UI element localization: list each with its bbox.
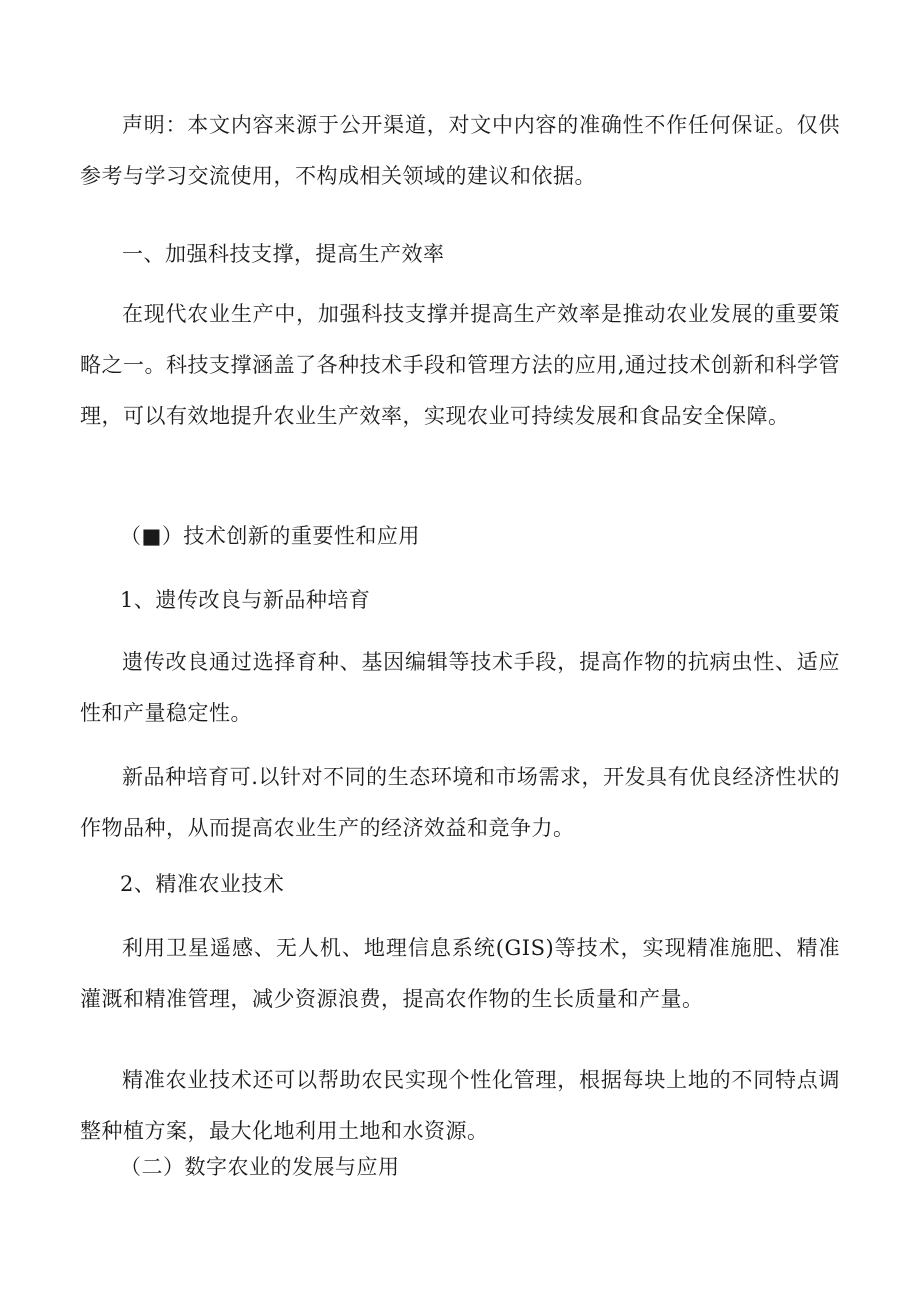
item-1-paragraph-2: 新品种培育可.以针对不同的生态环境和市场需求，开发具有优良经济性状的作物品种，从而提高农业生产的经济效益和竞争力。 <box>80 765 840 840</box>
disclaimer-paragraph: 声明：本文内容来源于公开渠道，对文中内容的准确性不作任何保证。仅供参考与学习交流使用，不构成相关领域的建议和依据。 <box>80 113 840 188</box>
item-1-paragraph-1: 遗传改良通过选择育种、基因编辑等技术手段，提高作物的抗病虫性、适应性和产量稳定性。 <box>80 650 840 725</box>
subsection-1-heading: （■）技术创新的重要性和应用 <box>120 524 420 548</box>
section-1-intro-paragraph: 在现代农业生产中，加强科技支撑并提高生产效率是推动农业发展的重要策略之一。科技支撑涵盖了各种技术手段和管理方法的应用,通过技术创新和科学管理，可以有效地提升农业生产效率，实现农业可持续发展和食品安全保障。 <box>80 302 840 428</box>
subsection-2-heading: （二）数字农业的发展与应用 <box>120 1155 400 1179</box>
item-2-heading: 2、精准农业技术 <box>120 872 285 896</box>
item-2-paragraph-1: 利用卫星遥感、无人机、地理信息系统(GIS)等技术，实现精准施肥、精准灌溉和精准管理，减少资源浪费，提高农作物的生长质量和产量。 <box>80 936 840 1011</box>
section-1-heading: 一、加强科技支撑，提高生产效率 <box>122 242 445 266</box>
item-1-heading: 1、遗传改良与新品种培育 <box>120 588 371 612</box>
item-2-paragraph-2: 精准农业技术还可以帮助农民实现个性化管理，根据每块上地的不同特点调整种植方案，最大化地利用土地和水资源。 <box>80 1068 840 1143</box>
